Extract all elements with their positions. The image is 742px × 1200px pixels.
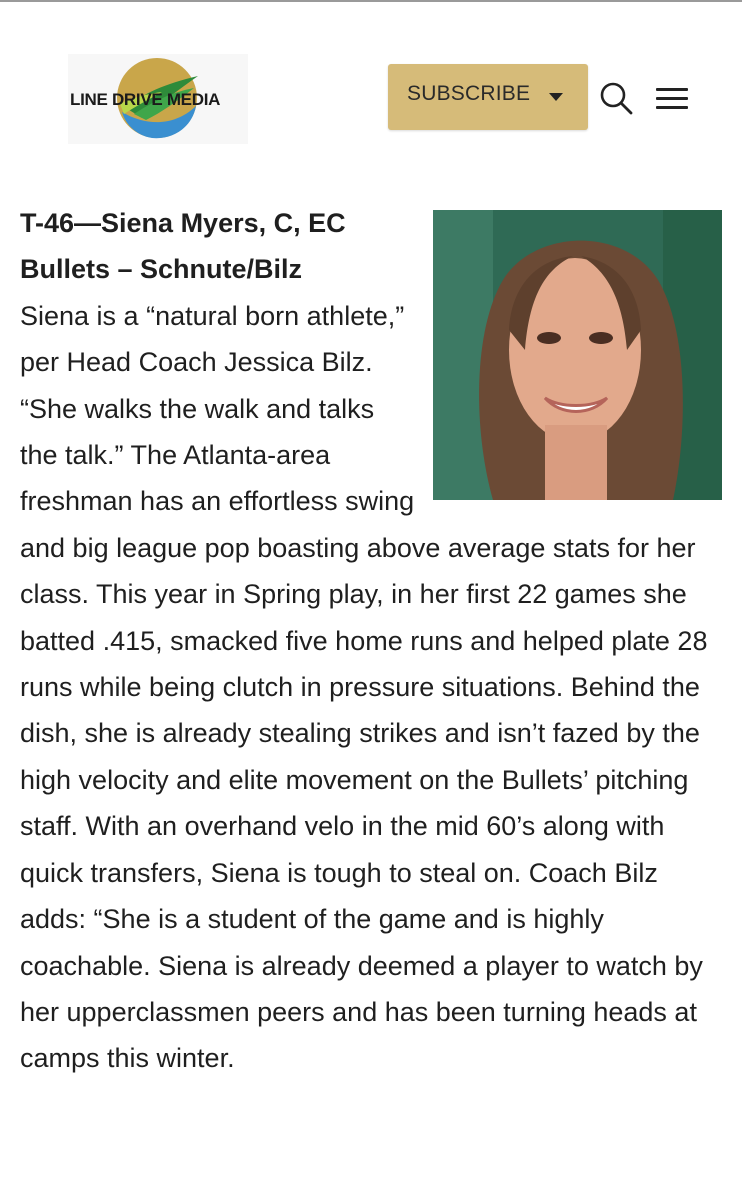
site-header [0, 2, 742, 172]
subscribe-button[interactable] [388, 64, 588, 130]
player-photo-illustration [433, 210, 722, 500]
site-logo[interactable] [68, 54, 248, 144]
logo-text: LINE DRIVE MEDIA [70, 90, 221, 109]
headline-line-2: Bullets – Schnute/Bilz [20, 254, 303, 285]
chevron-down-icon [549, 93, 563, 101]
menu-icon-bar [656, 106, 688, 109]
menu-icon-bar [656, 97, 688, 100]
article-body: Siena is a “natural born athlete,” per Head Coach Jessica Bilz. “She walks the walk and talks the talk.” The Atlanta-area freshman has an effortless swing and big league pop boasting above average stats for her class. This year in Spring play, in her first 22 games she batted .415, smacked five home runs and helped plate 28 runs while being clutch in pressure situations. Behind the dish, she is already stealing strikes and isn’t fazed by the high velocity and elite movement on the Bullets’ pitching staff. With an overhand velo in the mid 60’s along with quick transfers, Siena is tough to steal on. Coach Bilz adds: “She is a student of the game and is highly coachable. Siena is already deemed a player to watch by her upperclassmen peers and has been turning heads at camps this winter. [20, 300, 708, 1074]
article [0, 200, 742, 1082]
menu-icon[interactable] [656, 86, 690, 112]
subscribe-label: SUBSCRIBE [407, 82, 531, 105]
menu-icon-bar [656, 88, 688, 91]
player-photo [433, 210, 722, 500]
headline-line-1: T-46—Siena Myers, C, EC [20, 208, 346, 238]
search-icon[interactable] [598, 80, 634, 116]
